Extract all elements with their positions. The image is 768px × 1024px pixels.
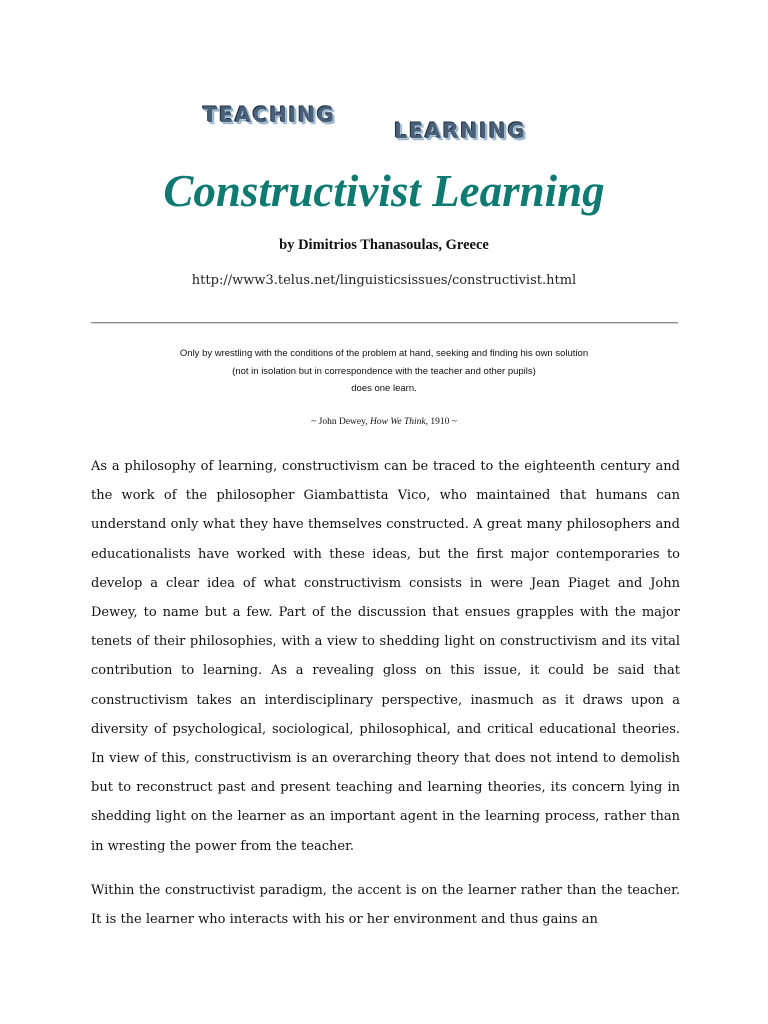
source-url: http://www3.telus.net/linguisticsissues/constructivist.html: [191, 273, 577, 288]
epigraph-line: Only by wrestling with the conditions of the problem at hand, seeking and finding his own solution: [179, 348, 589, 359]
epigraph-attribution: [0, 417, 768, 427]
horizontal-divider: [91, 322, 678, 324]
attribution-prefix: ~ John Dewey,: [311, 417, 370, 427]
body-paragraph: As a philosophy of learning, constructivism can be traced to the eighteenth century and the work of the philosopher Giambattista Vico, who maintained that humans can understand only what they have themselves constructed. A great many philosophers and educationalists have worked with these ideas, but the first major contemporaries to develop a clear idea of what constructivism consists in were Jean Piaget and John Dewey, to name but a few. Part of the discussion that ensues grapples with the major tenets of their philosophies, with a view to shedding light on constructivism and its vital contribution to learning. As a revealing gloss on this issue, it could be said that constructivism takes an interdisciplinary perspective, inasmuch as it draws upon a diversity of psychological, sociological, philosophical, and critical educational theories. In view of this, constructivism is an overarching theory that does not intend to demolish but to reconstruct past and present teaching and learning theories, its concern lying in shedding light on the learner as an important agent in the learning process, rather than in wresting the power from the teacher.: [91, 459, 680, 854]
epigraph-quote: [0, 345, 768, 398]
body-paragraph: Within the constructivist paradigm, the accent is on the learner rather than the teacher. It is the learner who interacts with his or her environment and thus gains an: [91, 882, 680, 928]
article-body: [91, 452, 680, 949]
logo-word-learning: LEARNING: [394, 119, 527, 143]
attribution-work-title: How We Think: [370, 417, 426, 427]
author-byline: by Dimitrios Thanasoulas, Greece: [279, 237, 489, 253]
page-title: Constructivist Learning: [163, 166, 605, 216]
epigraph-line: (not in isolation but in correspondence with the teacher and other pupils): [232, 365, 536, 377]
epigraph-line: does one learn.: [351, 383, 417, 394]
teaching-learning-logo: [0, 0, 768, 150]
logo-word-teaching: TEACHING: [203, 103, 336, 127]
attribution-suffix: , 1910 ~: [425, 417, 457, 427]
